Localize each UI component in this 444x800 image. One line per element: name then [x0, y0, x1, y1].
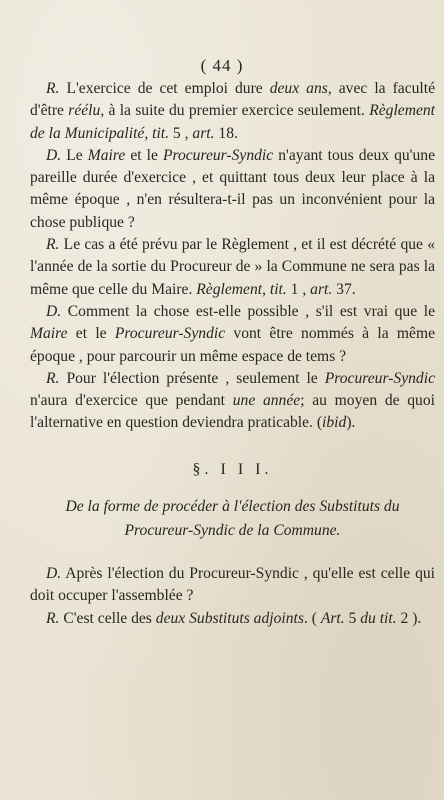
- paragraph-lead: R.: [46, 80, 60, 97]
- section-title: De la forme de procéder à l'élection des Substituts du Procureur-Syndic de la Commune.: [65, 498, 400, 540]
- paragraphs-after: [30, 563, 435, 630]
- text-segment: L'exercice de cet emploi dure: [59, 80, 270, 97]
- text-segment: tit.: [152, 124, 170, 142]
- text-segment: tit.: [269, 280, 287, 298]
- paragraph-r2: [30, 234, 435, 301]
- paragraph-lead: D.: [46, 302, 62, 320]
- text-segment: Maire: [30, 325, 68, 343]
- section-heading: §. I I I.: [192, 460, 273, 478]
- text-segment: Procureur-Syndic: [162, 146, 274, 164]
- text-segment: Pour l'élection présente , seulement le: [59, 369, 325, 387]
- text-segment: n'ayant tous deux qu'une pareille durée d'exercice , et quittant tous deux leur place à la même époque , n'en résultera-t-il pas un inconvénient pour la chose publique ?: [30, 146, 436, 231]
- text-segment: ,: [262, 280, 270, 298]
- paragraph-lead: D.: [46, 565, 62, 583]
- text-segment: Art.: [320, 609, 345, 627]
- text-segment: une année: [232, 392, 301, 410]
- text-segment: vont être nommés à la même époque , pour parcourir un même espace de tems ?: [30, 325, 436, 365]
- text-segment: 1 ,: [286, 280, 311, 298]
- paragraph-lead: R.: [46, 369, 60, 387]
- text-segment: du tit.: [360, 609, 397, 627]
- text-segment: ibid: [322, 414, 347, 432]
- text-segment: et le: [67, 325, 115, 343]
- text-segment: réélu: [68, 102, 101, 120]
- text-segment: Maire: [87, 146, 126, 164]
- text-segment: Après l'élection du Procureur-Syndic , qu'elle est celle qui doit occuper l'assemblée ?: [30, 565, 435, 605]
- text-segment: Le cas a été prévu par le Règlement , et il est décrété que « l'année de la sortie du Procureur de » la Commune ne sera pas la même que celle du Maire.: [30, 236, 435, 298]
- paragraph-d3: [30, 563, 435, 608]
- text-segment: Règlement de la Municipalité: [30, 102, 436, 142]
- text-segment: ).: [346, 414, 356, 432]
- paragraph-r4: [30, 608, 435, 630]
- text-segment: art.: [192, 124, 215, 142]
- text-segment: 18.: [214, 124, 238, 142]
- page-body: [30, 78, 435, 630]
- paragraph-d2: [30, 301, 435, 368]
- text-segment: Comment la chose est-elle possible , s'il est vrai que le: [61, 302, 435, 320]
- text-segment: Procureur-Syndic: [324, 369, 435, 387]
- text-segment: C'est celle des: [59, 609, 156, 627]
- text-segment: et le: [125, 146, 163, 164]
- text-segment: 2 ).: [396, 609, 422, 627]
- text-segment: Le: [61, 146, 88, 164]
- text-segment: , à la suite du premier exercice seulement.: [100, 102, 370, 120]
- text-segment: ,: [144, 124, 153, 142]
- paragraph-lead: R.: [46, 236, 60, 254]
- text-segment: art.: [310, 280, 333, 298]
- page-number: ( 44 ): [200, 56, 244, 75]
- text-segment: Procureur-Syndic: [114, 325, 226, 343]
- paragraph-d1: [30, 145, 435, 234]
- text-segment: 5: [344, 609, 361, 627]
- text-segment: Règlement: [196, 280, 263, 298]
- text-segment: deux ans: [269, 80, 328, 97]
- paragraph-r3: [30, 368, 435, 435]
- paragraph-lead: D.: [46, 146, 62, 164]
- text-segment: deux Substituts adjoints: [155, 609, 304, 627]
- text-segment: ; au moyen de quoi l'alternative en question deviendra praticable. (: [30, 392, 435, 432]
- text-segment: 5 ,: [169, 124, 193, 142]
- text-segment: , avec la faculté d'être: [30, 80, 436, 120]
- text-segment: 37.: [332, 280, 356, 298]
- paragraphs-before: [30, 78, 435, 435]
- paragraph-lead: R.: [46, 609, 60, 627]
- text-segment: . (: [303, 609, 321, 627]
- paragraph-r1: [30, 78, 435, 145]
- text-segment: n'aura d'exercice que pendant: [30, 392, 233, 410]
